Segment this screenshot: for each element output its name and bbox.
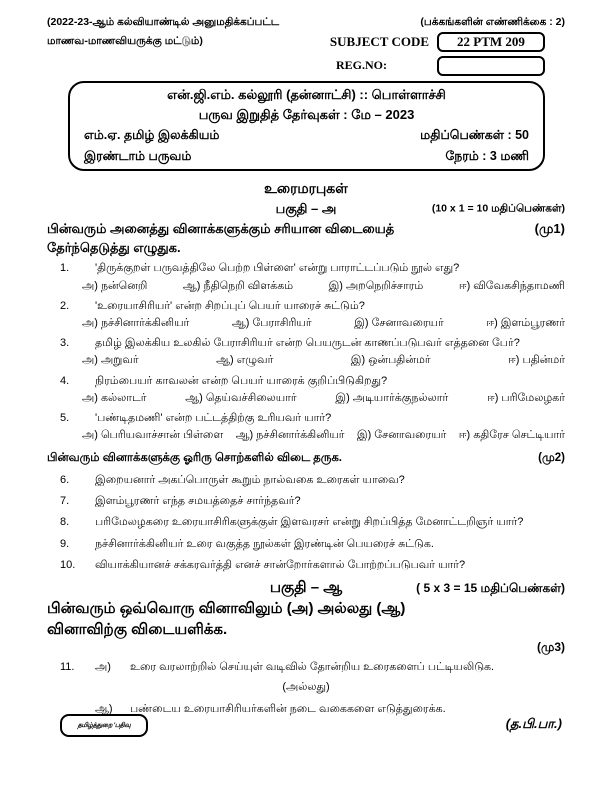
part-a-heading-row xyxy=(47,199,565,218)
course-marks-row xyxy=(84,128,529,142)
subject-code-box: 22 PTM 209 xyxy=(437,32,545,52)
part-a-heading: பகுதி – அ xyxy=(275,201,337,217)
pto-note: (த.பி.பா.) xyxy=(505,716,562,731)
course-name: எம்.ஏ. தமிழ் இலக்கியம் xyxy=(84,128,220,143)
question-number: 6. xyxy=(60,474,70,487)
sub-question-text-a: உரை வரலாற்றில் செய்யுள் வடிவில் தோன்றிய உரைகளைப் பட்டியலிடுக. xyxy=(130,660,495,673)
option-aa: ஆ) தெய்வச்சிலையார் xyxy=(185,391,297,404)
short-question xyxy=(47,538,565,551)
option-aa: ஆ) எழுவர் xyxy=(216,354,274,367)
option-a: அ) கல்லாடர் xyxy=(82,391,147,404)
question-number: 9. xyxy=(60,537,70,550)
sub-question-label-b: ஆ) xyxy=(95,702,113,715)
question-number: 2. xyxy=(60,299,70,312)
question-number: 10. xyxy=(60,558,76,571)
or-separator: (அல்லது) xyxy=(282,680,330,693)
option-i: இ) ஒன்பதின்மர் xyxy=(350,354,431,367)
part-b-instruction-2: வினாவிற்கு விடையளிக்க. xyxy=(47,621,228,639)
duration: நேரம் : 3 மணி xyxy=(445,148,529,163)
option-i: இ) சேனாவரையர் xyxy=(354,316,444,329)
question-11a xyxy=(47,661,565,674)
question-text: பரிமேலழகரை உரையாசிரிகளுக்குள் இளவரசர் என்று சிறப்பித்த மேனாட்டறிஞர் யார்? xyxy=(95,516,524,529)
mcq-question xyxy=(47,262,565,275)
exam-header-box xyxy=(68,81,545,172)
regno-row xyxy=(47,56,565,76)
option-ii: ஈ) கதிரேச செட்டியார் xyxy=(458,429,565,442)
question-text: 'பண்டிதமணி' என்ற பட்டத்திற்கு உரியவர் யார்? xyxy=(95,411,332,424)
part-b-marks: ( 5 x 3 = 15 மதிப்பெண்கள்) xyxy=(416,580,565,595)
short-answer-heading-row xyxy=(47,452,565,466)
option-ii: ஈ) விவேகசிந்தாமணி xyxy=(458,279,565,292)
college-name: என்.ஜி.எம். கல்லூரி (தன்னாட்சி) :: பொள்ளாச்சி xyxy=(167,86,446,102)
part-a-instruction-row xyxy=(47,221,565,237)
mcq-options xyxy=(82,429,565,442)
mcq-question xyxy=(47,337,565,350)
option-aa: ஆ) நீதிநெறி விளக்கம் xyxy=(182,279,294,292)
question-number: 5. xyxy=(60,411,70,424)
part-a-marks: (10 x 1 = 10 மதிப்பெண்கள்) xyxy=(431,202,565,215)
short-answer-tag: (மு2) xyxy=(538,452,565,465)
question-number: 3. xyxy=(60,337,70,350)
short-question xyxy=(47,495,565,508)
total-marks: மதிப்பெண்கள் : 50 xyxy=(420,128,529,143)
part-a-instruction: பின்வரும் அனைத்து வினாக்களுக்கும் சரியான விடையைத் xyxy=(47,221,395,237)
mcq-options xyxy=(82,280,565,293)
part-b-instruction-1: பின்வரும் ஒவ்வொரு வினாவிலும் (அ) அல்லது (ஆ) xyxy=(47,600,406,618)
question-number: 1. xyxy=(60,262,70,275)
question-text: இறையனார் அகப்பொருள் கூறும் நால்வகை உரைகள் யாவை? xyxy=(95,474,405,487)
option-ii: ஈ) பதின்மர் xyxy=(508,354,565,367)
short-question xyxy=(47,516,565,529)
mcq-question xyxy=(47,412,565,425)
question-text: இளம்பூரணர் எந்த சமயத்தைச் சார்ந்தவர்? xyxy=(95,495,301,508)
option-a: அ) அறுவர் xyxy=(82,354,139,367)
option-ii: ஈ) பரிமேலழகர் xyxy=(486,391,565,404)
mcq-options xyxy=(82,354,565,367)
question-number: 7. xyxy=(60,495,70,508)
question-text: 'உரையாசிரியர்' என்ற சிறப்புப் பெயர் யாரைச் சுட்டும்? xyxy=(95,299,365,312)
exam-title: பருவ இறுதித் தேர்வுகள் : மே – 2023 xyxy=(198,106,415,122)
option-i: இ) அறநெறிச்சாரம் xyxy=(328,279,424,292)
question-number: 11. xyxy=(60,660,75,673)
paper-title: உரைமரபுகள் xyxy=(264,180,348,197)
students-only-note: மாணவ-மாணவியருக்கு மட்டும்) xyxy=(47,35,203,48)
sub-question-text-b: பண்டைய உரையாசிரியர்களின் நடை வகைகளை எடுத்துரைக்க. xyxy=(130,702,446,715)
option-ii: ஈ) இளம்பூரணர் xyxy=(486,316,565,329)
top-note-row xyxy=(47,16,565,29)
regno-label: REG.NO: xyxy=(336,58,387,73)
sub-question-label-a: அ) xyxy=(95,660,111,673)
semester: இரண்டாம் பருவம் xyxy=(84,148,192,163)
page-count-note: (பக்கங்களின் எண்ணிக்கை : 2) xyxy=(420,16,565,28)
option-aa: ஆ) நச்சினார்க்கினியர் xyxy=(235,429,345,442)
question-text: வியாக்கியானச் சக்கரவர்த்தி எனச் சான்றோர்களால் போற்றப்படுபவர் யார்? xyxy=(95,558,466,571)
question-number: 8. xyxy=(60,516,70,529)
question-number: 4. xyxy=(60,374,70,387)
subject-code-row xyxy=(47,32,565,52)
option-a: அ) நன்னெறி xyxy=(82,279,148,292)
option-a: அ) நச்சினார்க்கினியர் xyxy=(82,316,190,329)
short-answer-heading: பின்வரும் வினாக்களுக்கு ஓரிரு சொற்களில் விடை தருக. xyxy=(47,452,343,465)
short-question xyxy=(47,474,565,487)
printer-stamp: தமிழ்த்துறை 'பதிவு xyxy=(60,714,148,737)
option-i: இ) சேனாவரையர் xyxy=(356,429,447,442)
short-question xyxy=(47,559,565,572)
question-text: நச்சினார்க்கினியர் உரை வகுத்த நூல்கள் இரண்டின் பெயரைச் சுட்டுக. xyxy=(95,537,434,550)
option-i: இ) அடியார்க்குநல்லார் xyxy=(335,391,449,404)
part-b-heading: பகுதி – ஆ xyxy=(269,579,343,596)
option-aa: ஆ) பேராசிரியர் xyxy=(231,316,312,329)
part-a-instruction-tag: (மு1) xyxy=(534,221,565,237)
part-a-instruction-2: தேர்ந்தெடுத்து எழுதுக. xyxy=(47,239,181,255)
mcq-question xyxy=(47,375,565,388)
academic-year-note: (2022-23-ஆம் கல்வியாண்டில் அனுமதிக்கப்பட்ட xyxy=(47,16,280,28)
option-a: அ) பெரியவாச்சான் பிள்ளை xyxy=(82,429,224,442)
mcq-question xyxy=(47,300,565,313)
regno-box xyxy=(437,56,545,76)
mcq-options xyxy=(82,392,565,405)
question-text: நிரம்பையர் காவலன் என்ற பெயர் யாரைக் குறிப்பிடுகிறது? xyxy=(95,374,388,387)
subject-code-label: SUBJECT CODE xyxy=(329,33,429,49)
mcq-options xyxy=(82,317,565,330)
question-text: 'திருக்குறள் பருவத்திலே பெற்ற பிள்ளை' என்று பாராட்டப்படும் நூல் எது? xyxy=(95,262,460,275)
question-text: தமிழ் இலக்கிய உலகில் பேராசிரியர் என்ற பெயருடன் காணப்படுபவர் எத்தனை பேர்? xyxy=(95,337,520,350)
part-b-heading-row xyxy=(47,578,565,597)
part-b-tag: (மு3) xyxy=(537,640,565,655)
semester-time-row xyxy=(84,149,529,163)
